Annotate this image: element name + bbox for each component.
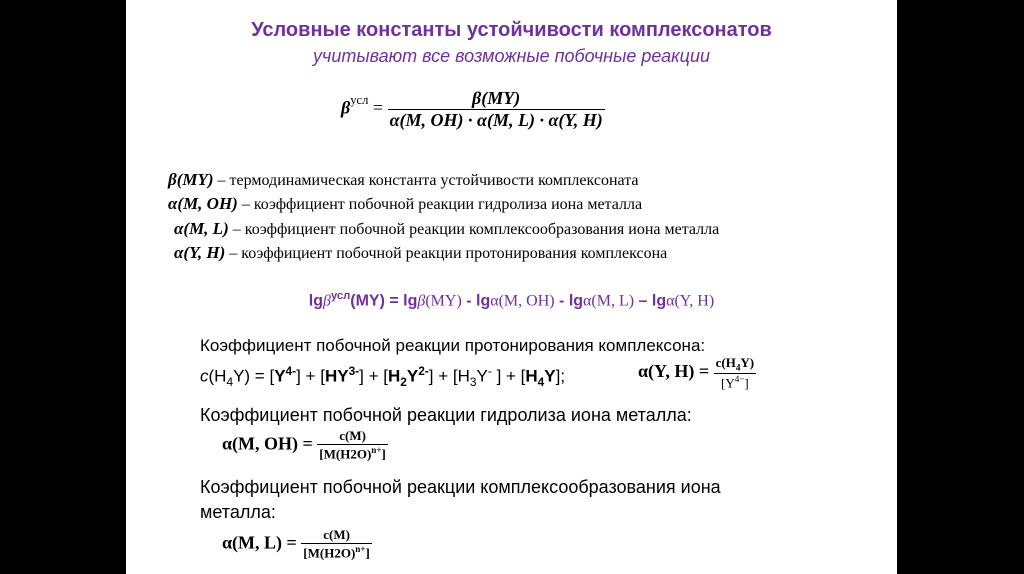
lg-term: α(M, L) [583, 292, 635, 310]
eq-term: Y [476, 366, 488, 386]
den-text: ] [744, 374, 749, 390]
lg-text: (MY) = lg [350, 292, 418, 310]
eq-term: H [525, 366, 538, 386]
alpha-ml-fraction [301, 527, 372, 561]
eq-sub: 4 [537, 375, 545, 390]
hydrolysis-heading: Коэффициент побочной реакции гидролиза иона металла: [200, 405, 692, 425]
den-text: [Y [721, 374, 735, 390]
fraction-numerator: c(M) [339, 428, 366, 443]
den-sup: n+ [371, 445, 382, 455]
main-denominator: α(M, OH) · α(M, L) · α(Y, H) [389, 110, 603, 130]
beta-superscript: усл [330, 290, 351, 302]
eq-text: ] + [ [491, 366, 526, 386]
definition-text: – коэффициент побочной реакции комплексообразования иона металла [228, 221, 720, 238]
fraction-numerator [714, 355, 756, 373]
equals-sign: = [372, 97, 384, 118]
slide-subtitle: учитывают все возможные побочные реакции [313, 46, 710, 66]
eq-text: ] + [ [296, 366, 325, 386]
eq-text: ] + [H [428, 366, 470, 386]
alpha-yh-formula [638, 355, 756, 391]
definition-symbol: α(M, L) [174, 219, 229, 238]
lg-text: – lg [634, 292, 667, 310]
complex-heading-line1: Коэффициент побочной реакции комплексообразования иона [200, 477, 721, 497]
eq-sup: - [487, 364, 492, 378]
beta-superscript: усл [350, 92, 369, 107]
protonation-equation [200, 364, 565, 389]
definition-text: – термодинамическая константа устойчивости комплексоната [213, 172, 639, 189]
eq-text: (H [208, 366, 227, 386]
num-sub: 4 [735, 362, 741, 373]
lg-text: - lg [461, 292, 491, 310]
eq-term: HY [324, 366, 349, 386]
definition-symbol: β(MY) [168, 170, 214, 189]
definition-row [174, 243, 667, 263]
den-text: ] [365, 545, 370, 561]
definition-text: – коэффициент побочной реакции протонирования комплексона [225, 245, 668, 262]
slide [126, 0, 897, 574]
definition-row [174, 219, 719, 239]
fraction-denominator [301, 543, 372, 561]
eq-sub: 2 [400, 375, 407, 390]
lg-term: α(Y, H) [666, 292, 715, 310]
eq-sup: 4- [285, 364, 297, 378]
main-fraction [388, 88, 605, 131]
lg-term: (MY) [425, 292, 462, 310]
eq-sup: 2- [418, 364, 429, 378]
alpha-moh-formula [222, 428, 388, 462]
lg-equation [126, 290, 897, 310]
num-text: Y) [740, 355, 755, 370]
den-text: [M(H2O) [303, 545, 356, 561]
den-text: [M(H2O) [319, 446, 372, 462]
main-formula [341, 88, 605, 131]
fraction-numerator: c(M) [323, 527, 350, 542]
beta-symbol: β [323, 292, 331, 310]
fraction-denominator [317, 444, 388, 462]
definition-row [168, 170, 639, 190]
eq-sup: 3- [348, 364, 360, 378]
alpha-label: α(M, L) = [222, 532, 297, 553]
eq-term: Y [544, 366, 556, 386]
eq-term: Y [406, 366, 419, 386]
fraction-denominator [714, 373, 756, 391]
definition-symbol: α(Y, H) [174, 243, 226, 262]
slide-title: Условные константы устойчивости комплексонатов [251, 19, 772, 41]
den-sup: n+ [355, 544, 366, 554]
beta-symbol: β [341, 97, 351, 118]
protonation-heading: Коэффициент побочной реакции протонирования комплексона: [200, 336, 706, 355]
eq-text: ]; [555, 366, 566, 386]
lg-term: α(M, OH) [490, 292, 555, 310]
alpha-label: α(Y, H) = [638, 361, 710, 382]
definition-row [168, 194, 642, 214]
den-text: ] [381, 446, 386, 462]
lg-text: - lg [554, 292, 584, 310]
beta-symbol: β [417, 292, 426, 310]
eq-term: H [387, 366, 401, 386]
eq-sub: 3 [469, 375, 477, 390]
definition-symbol: α(M, OH) [168, 194, 238, 213]
alpha-label: α(M, OH) = [222, 433, 313, 454]
eq-term: Y [274, 366, 286, 386]
den-sup: 4− [734, 373, 745, 384]
c-label: c [200, 366, 209, 386]
definition-text: – коэффициент побочной реакции гидролиза иона металла [237, 196, 643, 213]
main-numerator: β(MY) [472, 88, 521, 108]
lg-text: lg [308, 292, 324, 310]
num-text: c(H [715, 355, 736, 370]
alpha-yh-fraction [714, 355, 756, 391]
eq-text: ] + [ [359, 366, 388, 386]
eq-sub: 4 [226, 375, 234, 390]
alpha-ml-formula [222, 527, 372, 561]
complex-heading-line2: металла: [200, 502, 276, 522]
alpha-moh-fraction [317, 428, 388, 462]
eq-text: Y) = [ [233, 366, 275, 386]
